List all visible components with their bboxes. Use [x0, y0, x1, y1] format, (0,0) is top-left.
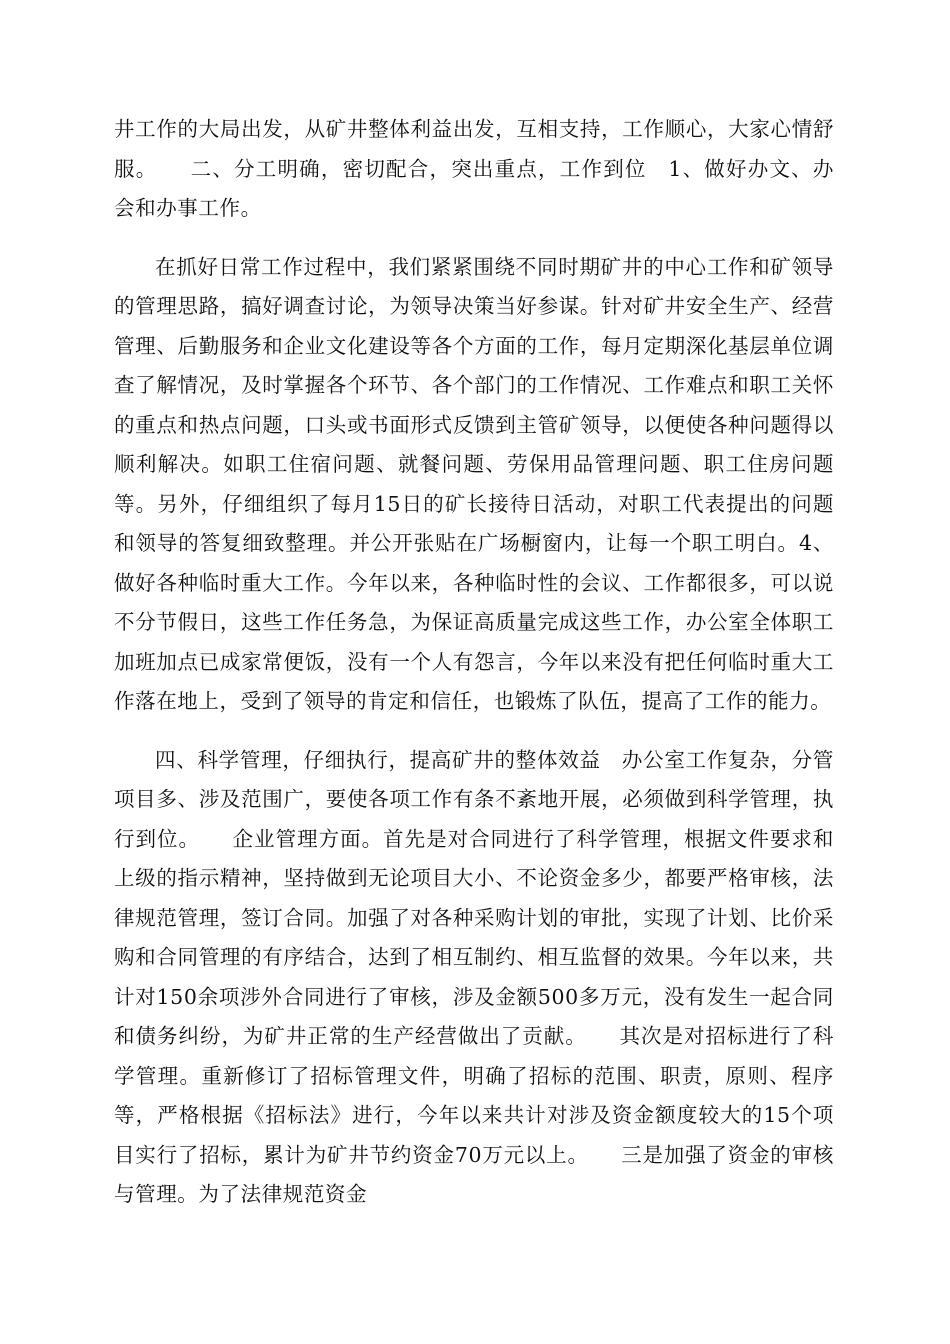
paragraph-scientific-management: 四、科学管理，仔细执行，提高矿井的整体效益 办公室工作复杂，分管项目多、涉及范围广，要使各项工作有条不紊地开展，必须做到科学管理，执行到位。 企业管理方面。首先是对合同进行了科学管理，根据文件要求和上级的指示精神，坚持做到无论项目大小、不论资金多少，都要严格审核，法律规范管理，签订合同。加强了对各种采购计划的审批，实现了计划、比价采购和合同管理的有序结合，达到了相互制约、相互监督的效果。今年以来，共计对150余项涉外合同进行了审核，涉及金额500多万元，没有发生一起合同和债务纠纷，为矿井正常的生产经营做出了贡献。 其次是对招标进行了科学管理。重新修订了招标管理文件，明确了招标的范围、职责，原则、程序等，严格根据《招标法》进行，今年以来共计对涉及资金额度较大的15个项目实行了招标，累计为矿井节约资金70万元以上。 三是加强了资金的审核与管理。为了法律规范资金 — [114, 747, 834, 1206]
paragraph-daily-work: 在抓好日常工作过程中，我们紧紧围绕不同时期矿井的中心工作和矿领导的管理思路，搞好调查讨论，为领导决策当好参谋。针对矿井安全生产、经营管理、后勤服务和企业文化建设等各个方面的工作，每月定期深化基层单位调查了解情况，及时掌握各个环节、各个部门的工作情况、工作难点和职工关怀的重点和热点问题，口头或书面形式反馈到主管矿领导，以便使各种问题得以顺利解决。如职工住宿问题、就餐问题、劳保用品管理问题、职工住房问题等。另外，仔细组织了每月15日的矿长接待日活动，对职工代表提出的问题和领导的答复细致整理。并公开张贴在广场橱窗内，让每一个职工明白。4、做好各种临时重大工作。今年以来，各种临时性的会议、工作都很多，可以说不分节假日，这些工作任务急，为保证高质量完成这些工作，办公室全体职工加班加点已成家常便饭，没有一个人有怨言，今年以来没有把任何临时重大工作落在地上，受到了领导的肯定和信任，也锻炼了队伍，提高了工作的能力。 — [114, 254, 834, 713]
document-body — [114, 110, 834, 1215]
paragraph-continuation: 井工作的大局出发，从矿井整体利益出发，互相支持，工作顺心，大家心情舒服。 二、分工明确，密切配合，突出重点，工作到位 1、做好办文、办会和办事工作。 — [114, 117, 834, 220]
